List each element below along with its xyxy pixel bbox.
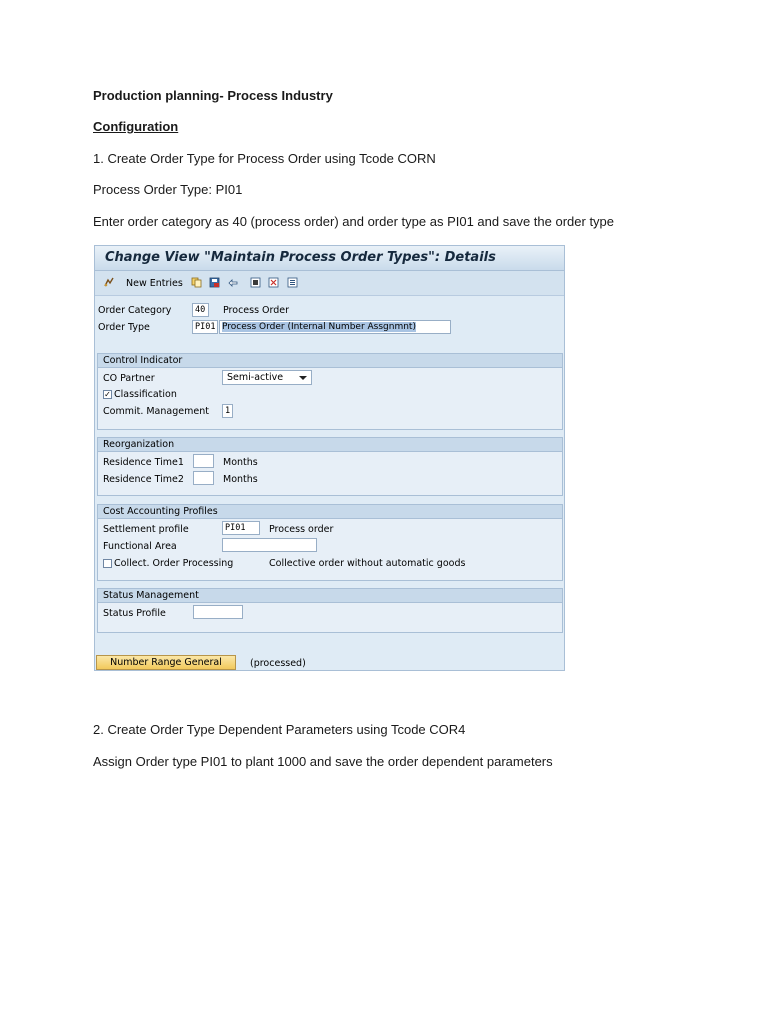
commit-management-field[interactable] — [222, 404, 233, 418]
delete-icon[interactable] — [209, 277, 220, 288]
reorganization-group — [97, 437, 563, 496]
co-partner-value: Semi-active — [227, 372, 284, 383]
co-partner-dropdown[interactable] — [222, 370, 312, 385]
order-type-value: PI01 — [195, 322, 216, 332]
reorganization-header — [98, 438, 562, 452]
collect-order-checkbox[interactable] — [103, 559, 112, 568]
detail-icon[interactable] — [287, 277, 298, 288]
control-indicator-group — [97, 353, 563, 430]
order-type-field[interactable] — [192, 320, 218, 334]
configuration-subheading: Configuration — [93, 119, 179, 134]
cost-accounting-header — [98, 505, 562, 519]
order-type-label: Order Type — [98, 322, 150, 333]
co-partner-label: CO Partner — [103, 373, 155, 384]
order-category-value: 40 — [195, 305, 206, 315]
collect-order-desc: Collective order without automatic goods — [269, 558, 466, 569]
cost-accounting-title: Cost Accounting Profiles — [103, 506, 218, 517]
classification-checkbox[interactable] — [103, 390, 112, 399]
functional-area-field[interactable] — [222, 538, 317, 552]
instruction-2-text: Assign Order type PI01 to plant 1000 and save the order dependent parameters — [93, 754, 553, 769]
settlement-profile-label: Settlement profile — [103, 524, 189, 535]
collect-order-label: Collect. Order Processing — [114, 558, 234, 569]
deselect-icon[interactable] — [268, 277, 279, 288]
display-change-icon[interactable] — [104, 277, 115, 288]
status-profile-field[interactable] — [193, 605, 243, 619]
sap-window-title: Change View "Maintain Process Order Types": Details — [105, 250, 496, 265]
status-profile-label: Status Profile — [103, 608, 166, 619]
order-type-description: Process Order (Internal Number Assgnmnt) — [222, 322, 416, 332]
residence-time2-field[interactable] — [193, 471, 214, 485]
status-management-title: Status Management — [103, 590, 199, 601]
check-icon: ✓ — [104, 390, 111, 399]
residence-time2-unit: Months — [223, 474, 258, 485]
reorganization-title: Reorganization — [103, 439, 175, 450]
commit-management-label: Commit. Management — [103, 406, 209, 417]
step-1-text: 1. Create Order Type for Process Order using Tcode CORN — [93, 151, 436, 166]
commit-management-value: 1 — [225, 406, 231, 416]
process-order-type-text: Process Order Type: PI01 — [93, 182, 243, 197]
new-entries-button[interactable]: New Entries — [126, 278, 183, 289]
select-all-icon[interactable] — [250, 277, 261, 288]
chevron-down-icon — [299, 376, 307, 380]
control-indicator-title: Control Indicator — [103, 355, 183, 366]
processed-status-text: (processed) — [250, 658, 306, 669]
residence-time1-unit: Months — [223, 457, 258, 468]
instruction-1-text: Enter order category as 40 (process order) and order type as PI01 and save the order type — [93, 214, 615, 229]
sap-toolbar — [95, 271, 564, 296]
document-heading: Production planning- Process Industry — [93, 88, 333, 103]
cost-accounting-group — [97, 504, 563, 581]
status-management-group — [97, 588, 563, 633]
control-indicator-header — [98, 354, 562, 368]
settlement-profile-field[interactable] — [222, 521, 260, 535]
copy-icon[interactable] — [191, 277, 202, 288]
settlement-profile-value: PI01 — [225, 523, 246, 533]
settlement-profile-desc: Process order — [269, 524, 334, 535]
order-type-description-field[interactable] — [219, 320, 451, 334]
status-management-header — [98, 589, 562, 603]
classification-label: Classification — [114, 389, 177, 400]
residence-time1-field[interactable] — [193, 454, 214, 468]
order-category-label: Order Category — [98, 305, 172, 316]
number-range-general-button[interactable]: Number Range General — [96, 655, 236, 670]
sap-screenshot — [94, 245, 565, 671]
step-2-text: 2. Create Order Type Dependent Parameters using Tcode COR4 — [93, 722, 466, 737]
sap-title-bar — [95, 246, 564, 271]
order-category-field[interactable] — [192, 303, 209, 317]
functional-area-label: Functional Area — [103, 541, 177, 552]
order-category-desc: Process Order — [223, 305, 290, 316]
residence-time2-label: Residence Time2 — [103, 474, 184, 485]
undo-icon[interactable] — [227, 277, 238, 288]
residence-time1-label: Residence Time1 — [103, 457, 184, 468]
